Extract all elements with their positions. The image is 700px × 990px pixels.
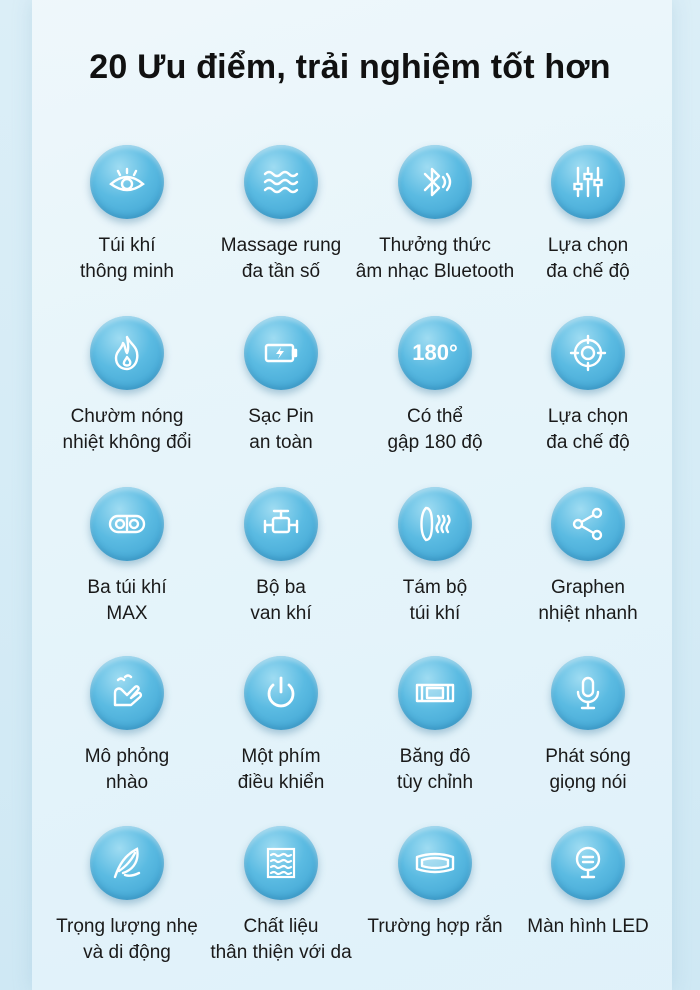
feature-item [350,316,520,456]
feature-label: thông minh [79,261,174,282]
feature-item [503,145,673,285]
feature-label: nhào [105,772,149,793]
feature-label: van khí [250,603,312,624]
feature-item [196,316,366,456]
feature-label: thân thiện với da [210,942,352,963]
feature-label: nhiệt nhanh [538,603,638,624]
feature-item [42,487,212,627]
feature-item [503,316,673,456]
target-icon [551,316,625,390]
feature-label: Phát sóng [545,746,631,767]
feature-item [42,316,212,456]
feature-label: Graphen [551,577,625,598]
feature-item [42,656,212,796]
feature-item [42,145,212,285]
feature-item [350,145,520,285]
feature-label: đa chế độ [546,432,630,453]
feature-item [503,487,673,627]
feature-label: Chất liệu [243,916,319,937]
feature-label: Túi khí [98,235,156,256]
feature-label: Mô phỏng [84,746,170,767]
feature-label: Có thể [407,406,463,427]
feature-item [42,826,212,966]
feature-label: âm nhạc Bluetooth [355,261,515,282]
eight-airbag-icon [398,487,472,561]
feature-item [503,656,673,796]
feather-icon [90,826,164,900]
eye-mask-icon [398,826,472,900]
feature-label: an toàn [249,432,313,453]
feature-label: Massage rung [220,235,342,256]
waves-icon [244,145,318,219]
led-screen-icon [551,826,625,900]
bluetooth-icon [398,145,472,219]
feature-label: túi khí [409,603,461,624]
feature-label: Trường hợp rắn [367,916,503,937]
feature-label: MAX [106,603,148,624]
feature-label: và di động [83,942,171,963]
feature-label: Một phím [241,746,321,767]
feature-item [196,145,366,285]
feature-label: Tám bộ [402,577,468,598]
feature-label: tùy chỉnh [396,772,474,793]
feature-label: Chườm nóng [70,406,184,427]
feature-label: Trọng lượng nhẹ [56,916,198,937]
valve-icon [244,487,318,561]
feature-label: Sạc Pin [248,406,314,427]
feature-item [196,487,366,627]
sliders-icon [551,145,625,219]
hand-knead-icon [90,656,164,730]
feature-label: gập 180 độ [387,432,483,453]
feature-label: Thưởng thức [379,235,491,256]
feature-label: Lựa chọn [547,235,629,256]
headband-icon [398,656,472,730]
feature-item [350,826,520,940]
eye-icon [90,145,164,219]
airbag-icon [90,487,164,561]
graphene-icon [551,487,625,561]
flame-icon [90,316,164,390]
feature-label: Băng đô [399,746,471,767]
microphone-icon [551,656,625,730]
power-icon [244,656,318,730]
feature-label: Lựa chọn [547,406,629,427]
feature-label: giọng nói [549,772,627,793]
feature-label: Màn hình LED [527,916,649,937]
feature-label: điều khiển [237,772,325,793]
battery-icon [244,316,318,390]
page-title: 20 Ưu điểm, trải nghiệm tốt hơn [89,48,611,86]
feature-item [350,656,520,796]
fabric-icon [244,826,318,900]
feature-item [196,656,366,796]
feature-item [503,826,673,940]
feature-item [196,826,366,966]
feature-item [350,487,520,627]
feature-label: đa tần số [241,261,321,282]
fold-180-icon: 180° [398,316,472,390]
feature-label: nhiệt không đổi [62,432,192,453]
feature-label: đa chế độ [546,261,630,282]
feature-label: Bộ ba [256,577,306,598]
feature-label: Ba túi khí [87,577,167,598]
